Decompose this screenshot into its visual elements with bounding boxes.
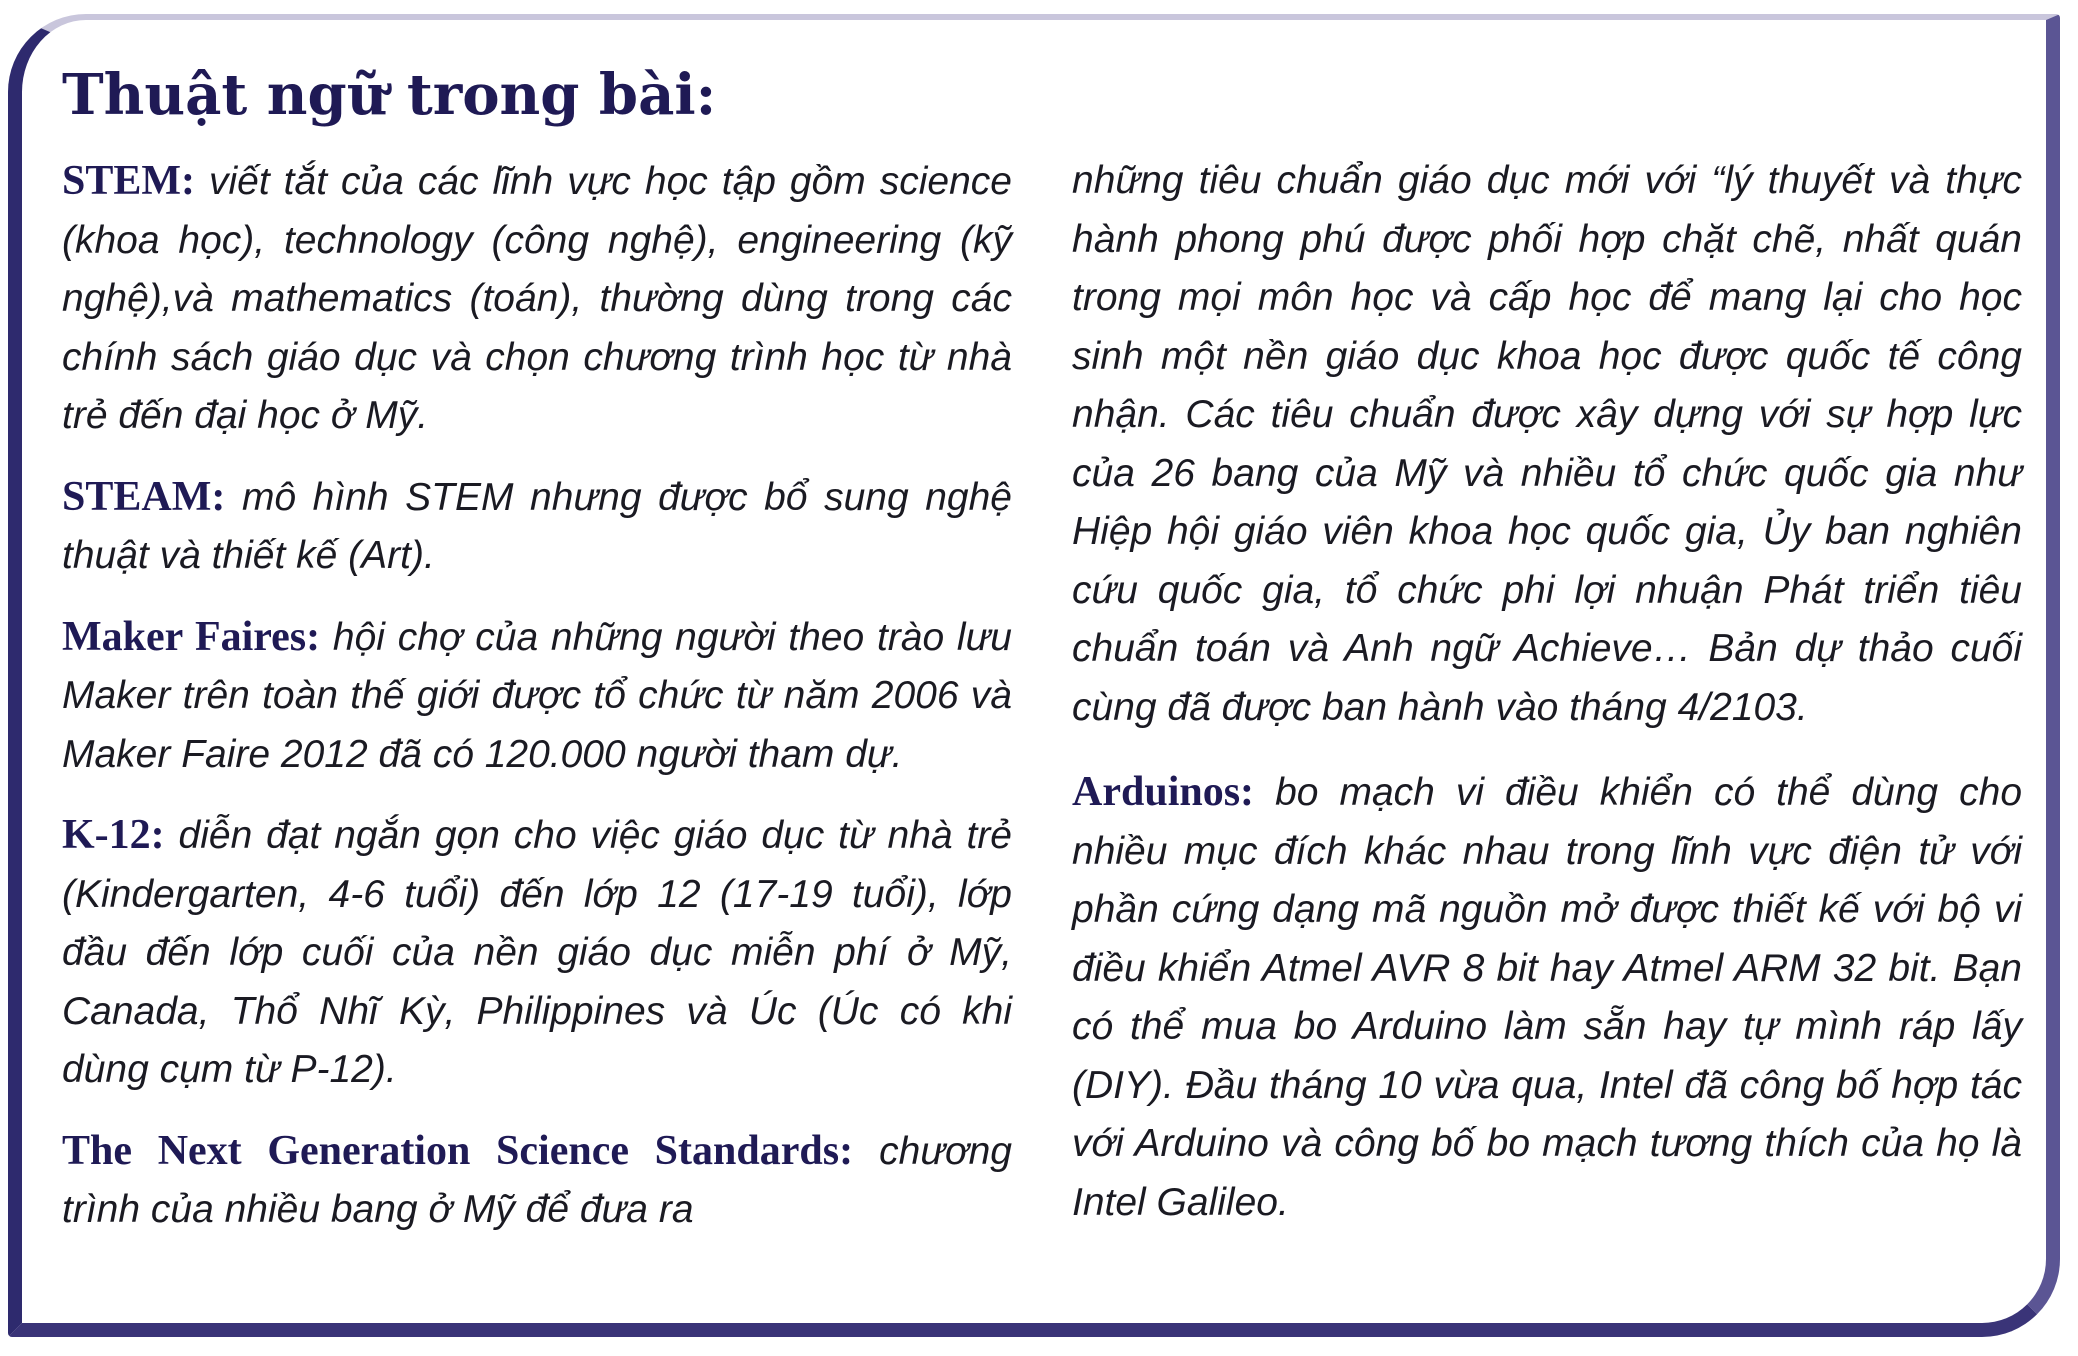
glossary-entry-maker-faires xyxy=(62,608,1012,785)
definition-maker-faires: hội chợ của những người theo trào lưu Maker trên toàn thế giới được tổ chức từ năm 2006 và Maker Faire 2012 đã có 120.000 người tham dự. xyxy=(62,615,1012,776)
glossary-entry-k12 xyxy=(62,806,1012,1100)
term-maker-faires: Maker Faires: xyxy=(62,613,321,660)
term-steam: STEAM: xyxy=(62,473,226,520)
definition-arduinos: bo mạch vi điều khiển có thể dùng cho nhiều mục đích khác nhau trong lĩnh vực điện tử với phần cứng dạng mã nguồn mở được thiết kế với bộ vi điều khiển Atmel AVR 8 bit hay Atmel ARM 32 bit. Bạn có thể mua bo Arduino làm sẵn hay tự mình ráp lấy (DIY). Đầu tháng 10 vừa qua, Intel đã công bố hợp tác với Arduino và công bố bo mạch tương thích của họ là Intel Galileo. xyxy=(1072,771,2023,1224)
definition-stem: viết tắt của các lĩnh vực học tập gồm science (khoa học), technology (công nghệ), engineering (kỹ nghệ),và mathematics (toán), thường dùng trong các chính sách giáo dục và chọn chương trình học từ nhà trẻ đến đại học ở Mỹ. xyxy=(62,160,1013,437)
term-stem: STEM: xyxy=(62,158,196,204)
definition-steam: mô hình STEM nhưng được bổ sung nghệ thuật và thiết kế (Art). xyxy=(62,475,1013,577)
term-arduinos: Arduinos: xyxy=(1072,769,1255,815)
left-column xyxy=(62,152,1012,1262)
glossary-entry-ngss-continued xyxy=(1072,152,2022,737)
term-ngss: The Next Generation Science Standards: xyxy=(62,1127,854,1174)
right-column xyxy=(1072,152,2022,1254)
definition-ngss-part1: chương trình của nhiều bang ở Mỹ để đưa ra xyxy=(62,1129,1012,1231)
glossary-entry-steam xyxy=(62,468,1012,586)
box-title: Thuật ngữ trong bài: xyxy=(62,62,717,128)
term-k12: K-12: xyxy=(62,812,165,858)
glossary-entry-arduinos xyxy=(1072,763,2022,1232)
glossary-entry-stem xyxy=(62,152,1012,446)
definition-ngss-part2: những tiêu chuẩn giáo dục mới với “lý thuyết và thực hành phong phú được phối hợp chặt chẽ, nhất quán trong mọi môn học và cấp học để mang lại cho học sinh một nền giáo dục khoa học được quốc tế công nhận. Các tiêu chuẩn được xây dựng với sự hợp lực của 26 bang của Mỹ và nhiều tổ chức quốc gia như Hiệp hội giáo viên khoa học quốc gia, Ủy ban nghiên cứu quốc gia, tổ chức phi lợi nhuận Phát triển tiêu chuẩn toán và Anh ngữ Achieve… Bản dự thảo cuối cùng đã được ban hành vào tháng 4/2103. xyxy=(1072,159,2022,729)
glossary-entry-ngss xyxy=(62,1122,1012,1240)
definition-k12: diễn đạt ngắn gọn cho việc giáo dục từ nhà trẻ (Kindergarten, 4-6 tuổi) đến lớp 12 (17-19 tuổi), lớp đầu đến lớp cuối của nền giáo dục miễn phí ở Mỹ, Canada, Thổ Nhĩ Kỳ, Philippines và Úc (Úc có khi dùng cụm từ P-12). xyxy=(62,814,1012,1091)
